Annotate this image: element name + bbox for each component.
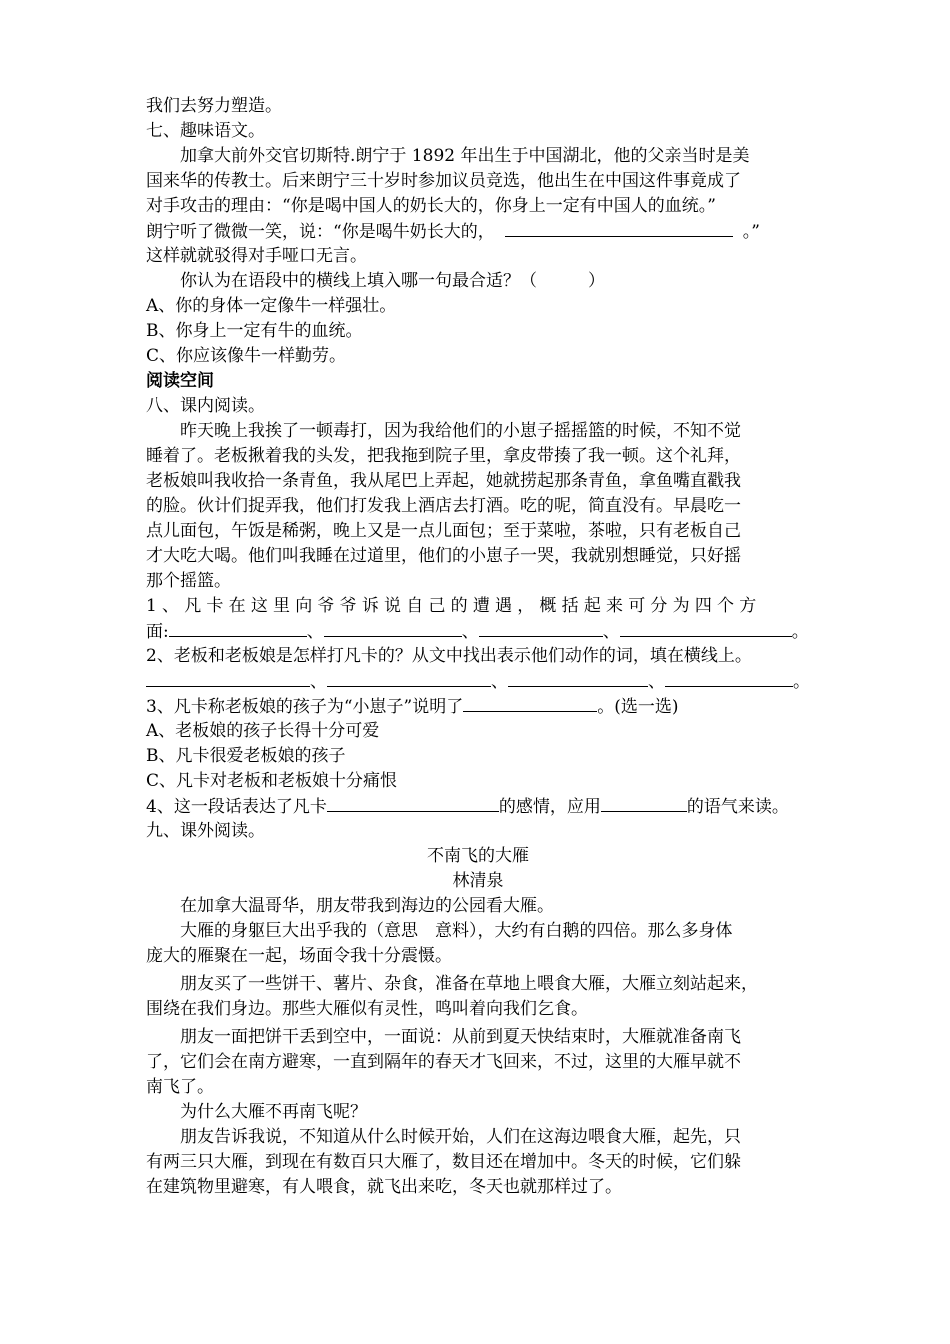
essay-line: 了，它们会在南方避寒，一直到隔年的春天才飞回来，不过，这里的大雁早就不	[146, 1052, 741, 1072]
answer-blank[interactable]	[620, 619, 792, 637]
section-heading-9: 九、课外阅读。	[146, 821, 265, 841]
text-line: 这样就就驳得对手哑口无言。	[146, 246, 367, 266]
essay-line: 围绕在我们身边。那些大雁似有灵性，鸣叫着向我们乞食。	[146, 999, 588, 1019]
option-b: B、凡卡很爱老板娘的孩子	[146, 746, 346, 766]
answer-blank[interactable]	[479, 619, 603, 637]
answer-blank[interactable]	[508, 669, 648, 687]
option-c: C、你应该像牛一样勤劳。	[146, 346, 347, 366]
answer-blank[interactable]	[324, 619, 462, 637]
option-b: B、你身上一定有牛的血统。	[146, 321, 363, 341]
essay-line: 大雁的身躯巨大出乎我的（意思 意料），大约有白鹅的四倍。那么多身体	[180, 921, 733, 941]
text-line: 国来华的传教士。后来朗宁三十岁时参加议员竞选，他出生在中国这件事竟成了	[146, 171, 741, 191]
passage-line: 昨天晚上我挨了一顿毒打，因为我给他们的小崽子摇摇篮的时候，不知不觉	[180, 421, 741, 441]
answer-blank[interactable]	[665, 669, 793, 687]
passage-line: 那个摇篮。	[146, 571, 231, 591]
essay-line: 朋友一面把饼干丢到空中，一面说：从前到夏天快结束时，大雁就准备南飞	[180, 1027, 741, 1047]
answer-blank[interactable]	[146, 669, 310, 687]
passage-line: 睡着了。老板揪着我的头发，把我拖到院子里，拿皮带揍了我一顿。这个礼拜，	[146, 446, 741, 466]
essay-line: 朋友买了一些饼干、薯片、杂食，准备在草地上喂食大雁，大雁立刻站起来，	[180, 974, 758, 994]
passage-line: 才大吃大喝。他们叫我睡在过道里，他们的小崽子一哭，我就别想睡觉，只好摇	[146, 546, 741, 566]
section-heading-8: 八、课内阅读。	[146, 396, 265, 416]
option-c: C、凡卡对老板和老板娘十分痛恨	[146, 771, 398, 791]
question-3: 3、凡卡称老板娘的孩子为“小崽子”说明了 。(选一选)	[146, 694, 810, 719]
answer-blank[interactable]	[327, 669, 491, 687]
question-2: 2、老板和老板娘是怎样打凡卡的？从文中找出表示他们动作的词，填在横线上。	[146, 646, 752, 666]
essay-author: 林清泉	[452, 871, 504, 891]
worksheet-page	[146, 94, 810, 1200]
question-text: 你认为在语段中的横线上填入哪一句最合适？（ ）	[180, 271, 605, 291]
option-a: A、老板娘的孩子长得十分可爱	[146, 721, 380, 741]
answer-blank[interactable]	[505, 219, 733, 237]
answer-blank[interactable]	[601, 794, 687, 812]
text-line: 加拿大前外交官切斯特.朗宁于 1892 年出生于中国湖北，他的父亲当时是美	[180, 146, 750, 166]
answer-blank[interactable]	[169, 619, 307, 637]
passage-line: 老板娘叫我收拾一条青鱼，我从尾巴上弄起，她就捞起那条青鱼，拿鱼嘴直戳我	[146, 471, 741, 491]
essay-line: 南飞了。	[146, 1077, 214, 1097]
essay-line: 庞大的雁聚在一起，场面令我十分震慑。	[146, 946, 452, 966]
question-4: 4、这一段话表达了凡卡 的感情，应用 的语气来读。	[146, 794, 810, 819]
question-2-blanks: 、 、 、 。	[146, 669, 810, 694]
question-1: 1、凡卡在这里向爷爷诉说自己的遭遇，概括起来可分为四个方	[146, 596, 762, 616]
answer-blank[interactable]	[463, 694, 597, 712]
essay-line: 有两三只大雁，到现在有数百只大雁了，数目还在增加中。冬天的时候，它们躲	[146, 1152, 741, 1172]
answer-blank[interactable]	[327, 794, 499, 812]
essay-line: 在加拿大温哥华，朋友带我到海边的公园看大雁。	[180, 896, 554, 916]
option-a: A、你的身体一定像牛一样强壮。	[146, 296, 397, 316]
text-line: 对手攻击的理由：“你是喝中国人的奶长大的，你身上一定有中国人的血统。”	[146, 196, 716, 216]
question-1-blanks: 面: 、 、 、 。	[146, 619, 810, 644]
section-title: 阅读空间	[146, 371, 214, 391]
essay-line: 为什么大雁不再南飞呢？	[180, 1102, 367, 1122]
text-line: 我们去努力塑造。	[146, 96, 282, 116]
essay-line: 朋友告诉我说，不知道从什么时候开始，人们在这海边喂食大雁，起先，只	[180, 1127, 741, 1147]
passage-line: 点儿面包，午饭是稀粥，晚上又是一点儿面包；至于菜啦，茶啦，只有老板自己	[146, 521, 741, 541]
section-heading-7: 七、趣味语文。	[146, 121, 265, 141]
essay-line: 在建筑物里避寒，有人喂食，就飞出来吃，冬天也就那样过了。	[146, 1177, 622, 1197]
essay-title: 不南飞的大雁	[427, 846, 529, 866]
passage-line: 的脸。伙计们捉弄我，他们打发我上酒店去打酒。吃的呢，简直没有。早晨吃一	[146, 496, 741, 516]
text-line-with-blank: 朗宁听了微微一笑，说：“你是喝牛奶长大的， 。”	[146, 219, 810, 244]
